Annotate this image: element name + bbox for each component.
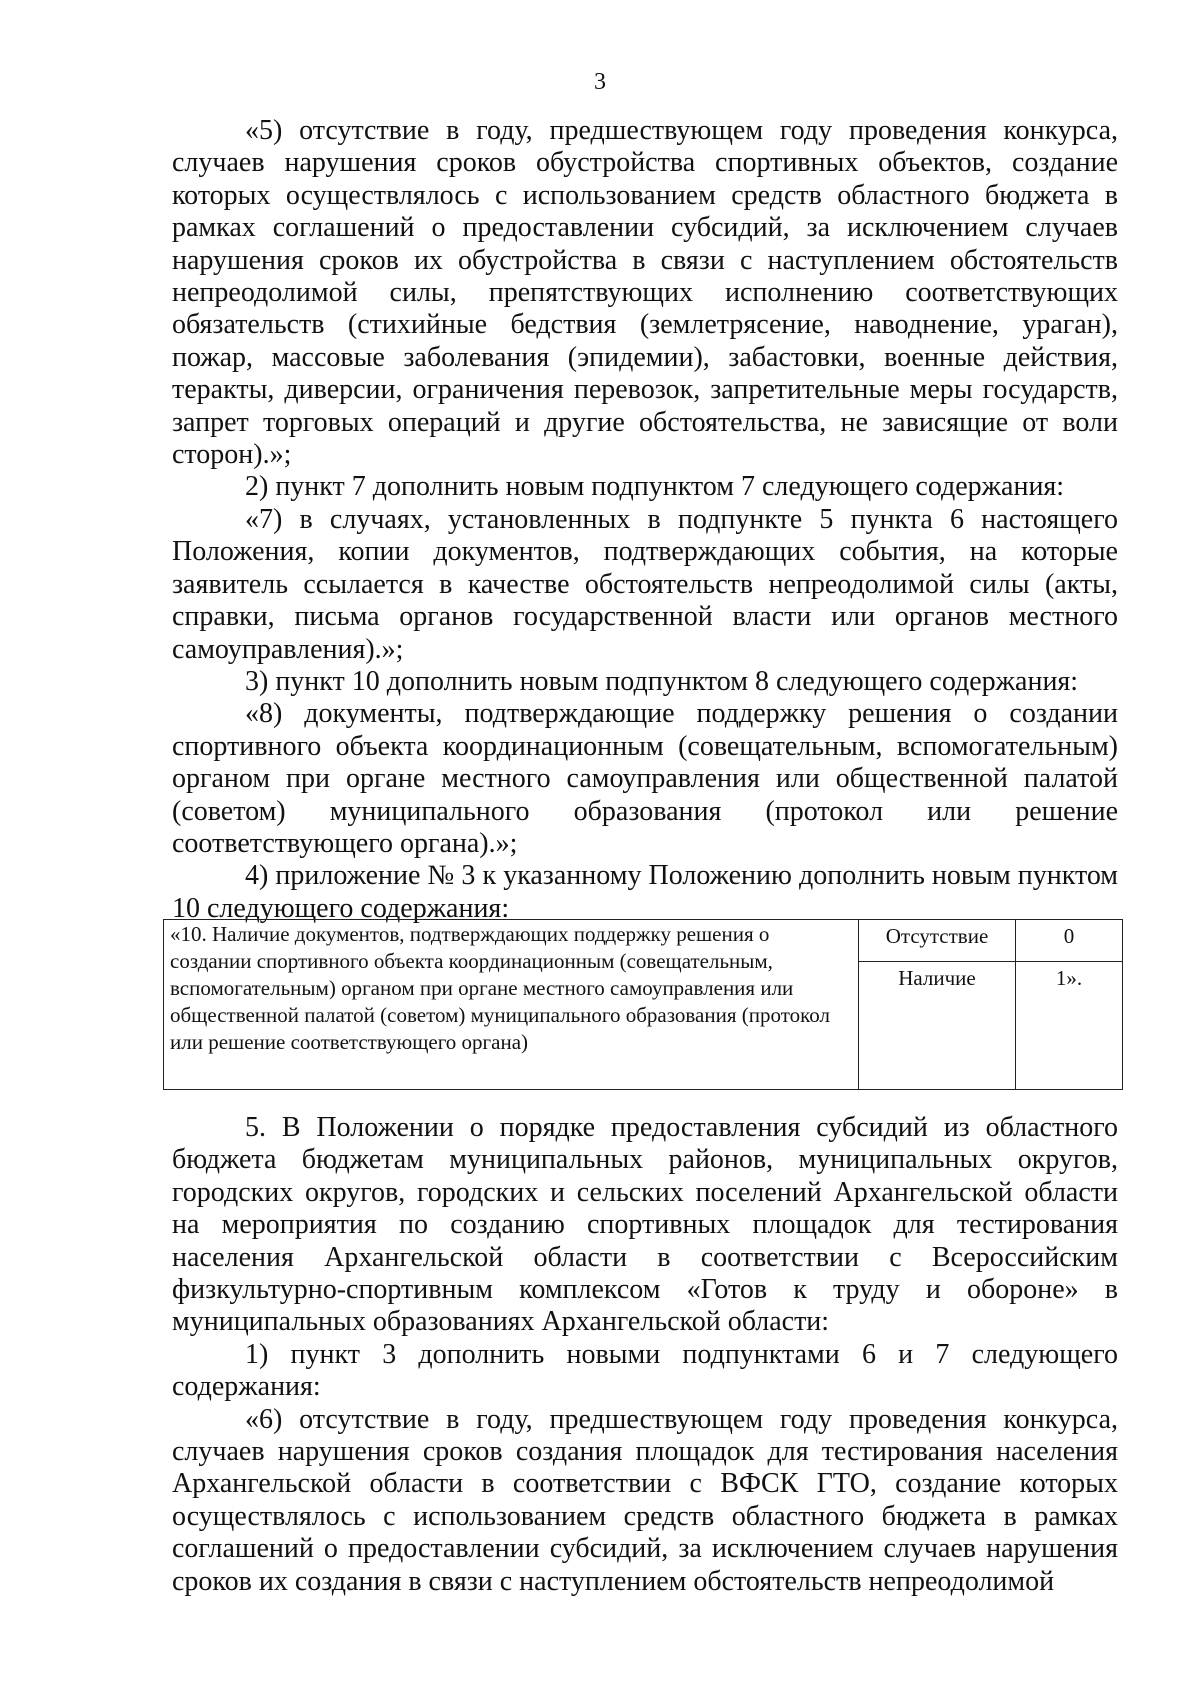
option-score-cell: 0 xyxy=(1016,920,1123,962)
paragraph-amend-point-10: 3) пункт 10 дополнить новым подпунктом 8 следующего содержания: xyxy=(245,665,1079,697)
paragraph-section-5: 5. В Положении о порядке предоставления субсидий из областного бюджета бюджетам муниципальных районов, муниципальных округов, городских округов, городских и сельских поселений Архангельской области на мероприятия по созданию спортивных площадок для тестирования населения Архангельской области в соответствии с Всероссийским физкультурно-спортивным комплексом «Готов к труду и обороне» в муниципальных образованиях Архангельской области: xyxy=(172,1112,1118,1338)
top-text-block xyxy=(172,115,1118,925)
paragraph-subitem-6: «6) отсутствие в году, предшествующем году проведения конкурса, случаев нарушения сроков создания площадок для тестирования населения Архангельской области в соответствии с ВФСК ГТО, создание которых осуществлялось с использованием средств областного бюджета в рамках соглашений о предоставлении субсидий, за исключением случаев нарушения сроков их создания в связи с наступлением обстоятельств непреодолимой xyxy=(172,1403,1118,1597)
option-score-cell: 1». xyxy=(1016,962,1123,1090)
paragraph-amend-appendix-3: 4) приложение № 3 к указанному Положению дополнить новым пунктом 10 следующего содержания: xyxy=(172,860,1118,924)
bottom-text-block xyxy=(172,1112,1118,1598)
option-label-cell: Наличие xyxy=(859,962,1016,1090)
paragraph-subitem-8: «8) документы, подтверждающие поддержку решения о создании спортивного объекта координационным (совещательным, вспомогательным) органом при органе местного самоуправления или общественной палатой (советом) муниципального образования (протокол или решение соответствующего органа).»; xyxy=(172,698,1118,859)
option-label-cell: Отсутствие xyxy=(859,920,1016,962)
page-number: 3 xyxy=(594,69,606,95)
criteria-table xyxy=(163,919,1123,1090)
paragraph-amend-point-7: 2) пункт 7 дополнить новым подпунктом 7 следующего содержания: xyxy=(245,471,1065,503)
criterion-cell: «10. Наличие документов, подтверждающих поддержку решения о создании спортивного объекта координационным (совещательным, вспомогательным) органом при органе местного самоуправления или общественной палатой (советом) муниципального образования (протокол или решение соответствующего органа) xyxy=(164,920,859,1090)
paragraph-subitem-5: «5) отсутствие в году, предшествующем году проведения конкурса, случаев нарушения сроков обустройства спортивных объектов, создание которых осуществлялось с использованием средств областного бюджета в рамках соглашений о предоставлении субсидий, за исключением случаев нарушения сроков их обустройства в связи с наступлением обстоятельств непреодолимой силы, препятствующих исполнению соответствующих обязательств (стихийные бедствия (землетрясение, наводнение, ураган), пожар, массовые заболевания (эпидемии), забастовки, военные действия, теракты, диверсии, ограничения перевозок, запретительные меры государств, запрет торговых операций и другие обстоятельства, не зависящие от воли сторон).»; xyxy=(172,115,1118,471)
paragraph-amend-point-3: 1) пункт 3 дополнить новыми подпунктами 6 и 7 следующего содержания: xyxy=(172,1338,1118,1403)
table-row xyxy=(164,920,1123,962)
paragraph-subitem-7: «7) в случаях, установленных в подпункте 5 пункта 6 настоящего Положения, копии документов, подтверждающих события, на которые заявитель ссылается в качестве обстоятельств непреодолимой силы (акты, справки, письма органов государственной власти или органов местного самоуправления).»; xyxy=(172,503,1118,665)
